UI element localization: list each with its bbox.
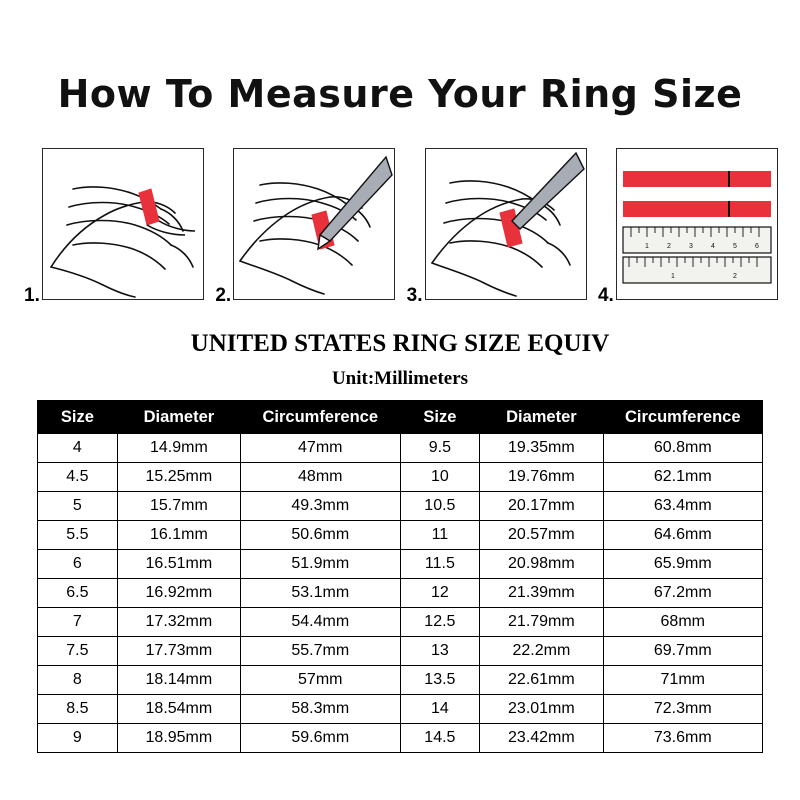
- cell-size-left: 8: [38, 666, 118, 695]
- svg-text:1: 1: [671, 273, 675, 280]
- step-4-illustration: [616, 148, 778, 300]
- table-title: UNITED STATES RING SIZE EQUIV: [190, 330, 610, 357]
- step-1: [24, 148, 202, 306]
- ruler-upper: [623, 227, 771, 253]
- table-row: [38, 608, 763, 637]
- cell-size-right: 11.5: [400, 550, 480, 579]
- red-strip-lower: [623, 201, 771, 217]
- table-row: [38, 434, 763, 463]
- cell-circumference-right: 69.7mm: [603, 637, 763, 666]
- table-body: [38, 434, 763, 753]
- step-2: [215, 148, 393, 306]
- cell-circumference-right: 62.1mm: [603, 463, 763, 492]
- red-strip-upper: [623, 171, 771, 187]
- hand-marking-strip-with-pen-icon: [234, 149, 394, 299]
- svg-text:3: 3: [689, 243, 693, 250]
- table-row: [38, 695, 763, 724]
- step-2-illustration: [233, 148, 395, 300]
- table-row: [38, 463, 763, 492]
- cell-circumference-left: 50.6mm: [241, 521, 401, 550]
- cell-circumference-left: 49.3mm: [241, 492, 401, 521]
- cell-size-right: 10: [400, 463, 480, 492]
- svg-text:6: 6: [755, 243, 759, 250]
- cell-diameter-left: 18.95mm: [117, 724, 240, 753]
- cell-size-left: 7: [38, 608, 118, 637]
- cell-diameter-left: 18.54mm: [117, 695, 240, 724]
- column-header-size-right: Size: [400, 401, 480, 434]
- table-row: [38, 550, 763, 579]
- steps-row: [24, 148, 776, 310]
- column-header-circumference-left: Circumference: [241, 401, 401, 434]
- cell-circumference-right: 68mm: [603, 608, 763, 637]
- column-header-diameter-left: Diameter: [117, 401, 240, 434]
- hand-with-marked-strip-icon: [426, 149, 586, 299]
- table-row: [38, 637, 763, 666]
- cell-diameter-right: 22.2mm: [480, 637, 603, 666]
- cell-diameter-left: 15.7mm: [117, 492, 240, 521]
- cell-circumference-left: 59.6mm: [241, 724, 401, 753]
- table-subtitle: Unit:Millimeters: [331, 368, 469, 389]
- step-1-number: 1.: [24, 285, 40, 306]
- cell-diameter-left: 17.73mm: [117, 637, 240, 666]
- cell-diameter-right: 19.35mm: [480, 434, 603, 463]
- cell-size-left: 8.5: [38, 695, 118, 724]
- cell-diameter-right: 22.61mm: [480, 666, 603, 695]
- svg-text:2: 2: [667, 243, 671, 250]
- column-header-circumference-right: Circumference: [603, 401, 763, 434]
- cell-circumference-right: 71mm: [603, 666, 763, 695]
- cell-size-right: 11: [400, 521, 480, 550]
- cell-size-right: 12.5: [400, 608, 480, 637]
- step-3: [406, 148, 585, 306]
- table-header: [38, 401, 763, 434]
- table-row: [38, 666, 763, 695]
- pen-icon: [318, 157, 392, 249]
- cell-diameter-right: 21.79mm: [480, 608, 603, 637]
- cell-circumference-left: 58.3mm: [241, 695, 401, 724]
- page-title: How To Measure Your Ring Size: [57, 72, 743, 116]
- cell-size-right: 13.5: [400, 666, 480, 695]
- step-2-number: 2.: [215, 285, 232, 306]
- cell-size-left: 5: [38, 492, 118, 521]
- column-header-size-left: Size: [38, 401, 118, 434]
- cell-size-right: 14: [400, 695, 480, 724]
- cell-diameter-right: 23.42mm: [480, 724, 603, 753]
- cell-circumference-left: 47mm: [241, 434, 401, 463]
- table-header-row: [38, 401, 763, 434]
- ring-size-table: [37, 400, 763, 753]
- cell-diameter-left: 15.25mm: [117, 463, 240, 492]
- step-4: [597, 148, 776, 306]
- cell-circumference-right: 72.3mm: [603, 695, 763, 724]
- cell-circumference-left: 54.4mm: [241, 608, 401, 637]
- cell-size-left: 7.5: [38, 637, 118, 666]
- pen-tip-icon: [512, 153, 584, 229]
- cell-size-left: 6.5: [38, 579, 118, 608]
- cell-circumference-right: 63.4mm: [603, 492, 763, 521]
- cell-circumference-right: 65.9mm: [603, 550, 763, 579]
- cell-size-right: 9.5: [400, 434, 480, 463]
- svg-text:5: 5: [733, 243, 737, 250]
- cell-diameter-right: 20.57mm: [480, 521, 603, 550]
- table-row: [38, 492, 763, 521]
- cell-size-left: 6: [38, 550, 118, 579]
- table-row: [38, 579, 763, 608]
- cell-size-left: 4.5: [38, 463, 118, 492]
- cell-circumference-right: 64.6mm: [603, 521, 763, 550]
- table-row: [38, 724, 763, 753]
- column-header-diameter-right: Diameter: [480, 401, 603, 434]
- cell-diameter-right: 20.17mm: [480, 492, 603, 521]
- hand-with-paper-strip-icon: [43, 149, 203, 299]
- cell-size-right: 10.5: [400, 492, 480, 521]
- step-1-illustration: [42, 148, 204, 300]
- svg-text:1: 1: [645, 243, 649, 250]
- cell-circumference-left: 51.9mm: [241, 550, 401, 579]
- cell-circumference-right: 60.8mm: [603, 434, 763, 463]
- cell-diameter-left: 16.1mm: [117, 521, 240, 550]
- cell-diameter-left: 17.32mm: [117, 608, 240, 637]
- cell-size-right: 12: [400, 579, 480, 608]
- table-row: [38, 521, 763, 550]
- cell-size-left: 4: [38, 434, 118, 463]
- cell-size-left: 9: [38, 724, 118, 753]
- cell-size-right: 13: [400, 637, 480, 666]
- cell-circumference-left: 48mm: [241, 463, 401, 492]
- cell-diameter-right: 23.01mm: [480, 695, 603, 724]
- cell-circumference-right: 73.6mm: [603, 724, 763, 753]
- step-4-number: 4.: [597, 285, 614, 306]
- cell-diameter-right: 20.98mm: [480, 550, 603, 579]
- step-3-illustration: [425, 148, 587, 300]
- cell-diameter-left: 16.51mm: [117, 550, 240, 579]
- cell-diameter-right: 19.76mm: [480, 463, 603, 492]
- svg-text:2: 2: [733, 273, 737, 280]
- cell-diameter-left: 18.14mm: [117, 666, 240, 695]
- cell-diameter-left: 14.9mm: [117, 434, 240, 463]
- svg-text:4: 4: [711, 243, 715, 250]
- strip-measured-on-ruler-icon: [617, 149, 777, 299]
- cell-diameter-right: 21.39mm: [480, 579, 603, 608]
- cell-circumference-left: 57mm: [241, 666, 401, 695]
- cell-diameter-left: 16.92mm: [117, 579, 240, 608]
- cell-circumference-right: 67.2mm: [603, 579, 763, 608]
- cell-circumference-left: 55.7mm: [241, 637, 401, 666]
- ruler-lower: [623, 257, 771, 283]
- cell-size-left: 5.5: [38, 521, 118, 550]
- cell-circumference-left: 53.1mm: [241, 579, 401, 608]
- step-3-number: 3.: [406, 285, 423, 306]
- cell-size-right: 14.5: [400, 724, 480, 753]
